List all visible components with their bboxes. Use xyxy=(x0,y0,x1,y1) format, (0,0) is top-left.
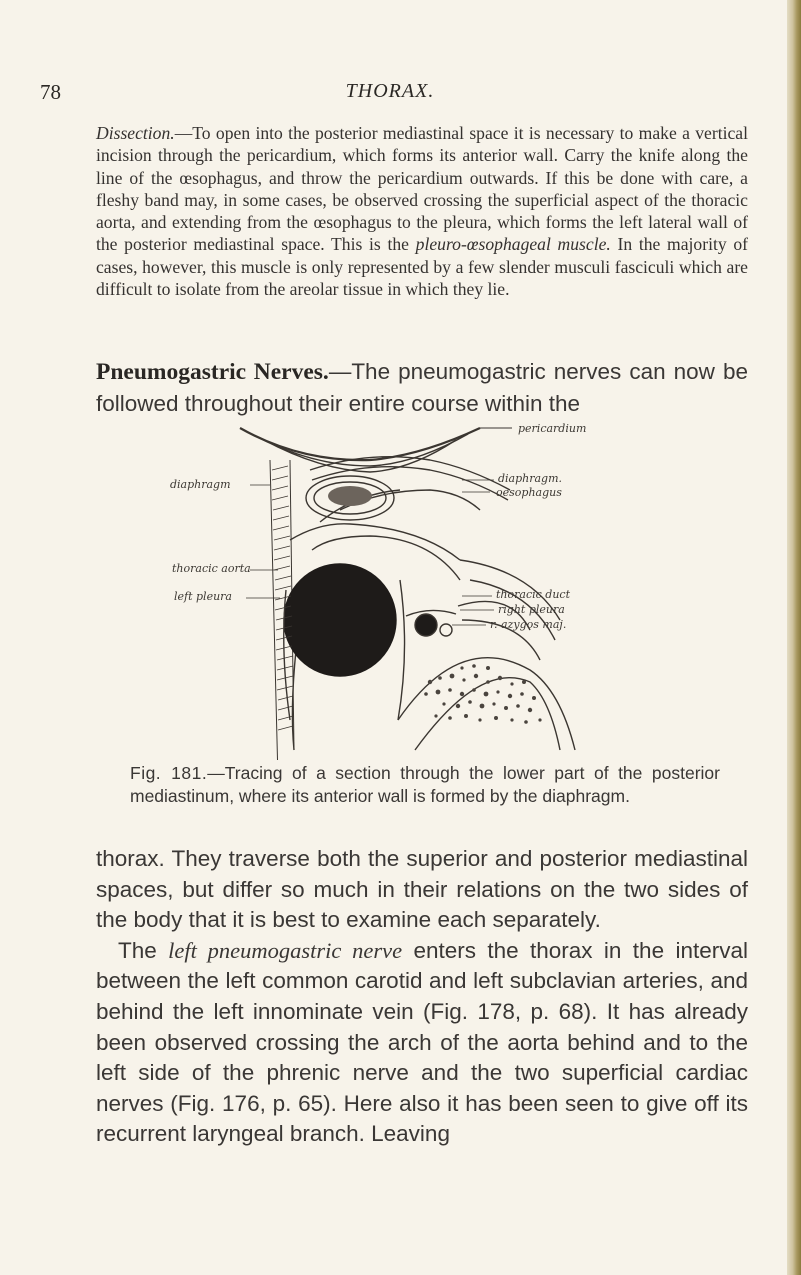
dissection-text-2: In the majority of cases, however, this muscle is only represented by a few slender musculi fasciculi which are difficult to isolate from the areolar tissue in which they lie. xyxy=(96,234,748,300)
pericardium-line xyxy=(240,428,480,460)
label-left-pleura: left pleura xyxy=(174,590,232,603)
figure-number: Fig. 181. xyxy=(130,763,208,783)
label-diaphragm-right: diaphragm. xyxy=(498,472,563,485)
pleuro-oesophageal-term: pleuro-œsophageal muscle. xyxy=(415,234,611,255)
running-title: THORAX. xyxy=(345,80,435,102)
dissection-lead: Dissection. xyxy=(96,123,175,143)
body-paragraph-2 xyxy=(96,936,748,1150)
para2-start: The xyxy=(118,937,169,963)
section-paragraph xyxy=(96,356,748,419)
label-thoracic-aorta: thoracic aorta xyxy=(172,562,251,575)
label-right-pleura: right pleura xyxy=(498,603,565,616)
dissection-text-1: —To open into the posterior mediastinal space it is necessary to make a vertical incision through the pericardium, which forms its anterior wall. Carry the knife along the line of the œsophagus, and throw the pericardium outwards. If this be done with care, a fleshy band may, in some cases, be observed crossing the superficial aspect of the thoracic aorta, and extending from the œsophagus to the pleura, which forms the left lateral wall of the posterior mediastinal space. This is the xyxy=(96,123,748,255)
left-pneumogastric-term: left pneumogastric nerve xyxy=(168,937,403,963)
body-text xyxy=(96,844,748,1150)
dissection-paragraph xyxy=(96,122,748,300)
label-vagus: r. azygos maj. xyxy=(490,618,567,631)
label-oesophagus: oesophagus xyxy=(496,486,562,499)
page-header xyxy=(40,80,740,106)
figure-caption-text: —Tracing of a section through the lower part of the posterior mediastinum, where its anterior wall is formed by the diaphragm. xyxy=(130,763,720,806)
figure-181 xyxy=(170,420,775,760)
body-paragraph-1: thorax. They traverse both the superior and posterior mediastinal spaces, but differ so much in their relations on the two sides of the body that it is best to examine each separately. xyxy=(96,846,748,933)
label-thoracic-duct: thoracic duct xyxy=(496,588,570,601)
label-diaphragm-left: diaphragm xyxy=(170,478,231,491)
page-number: 78 xyxy=(40,80,61,104)
para2-rest: enters the thorax in the interval between the left common carotid and left subclavian arteries, and behind the left innominate vein (Fig. 178, p. 68). It has already been observed crossing the arch of the aorta behind and to the left side of the phrenic nerve and the two superficial cardiac nerves (Fig. 176, p. 65). Here also it has been seen to give off its recurrent laryngeal branch. Leaving xyxy=(96,937,748,1147)
page-edge-shadow xyxy=(787,0,801,1275)
section-text: —The pneumogastric nerves can now be followed throughout their entire course within the xyxy=(96,359,748,416)
label-pericardium: pericardium xyxy=(518,422,587,435)
section-heading: Pneumogastric Nerves. xyxy=(96,359,329,385)
figure-caption xyxy=(130,762,720,807)
